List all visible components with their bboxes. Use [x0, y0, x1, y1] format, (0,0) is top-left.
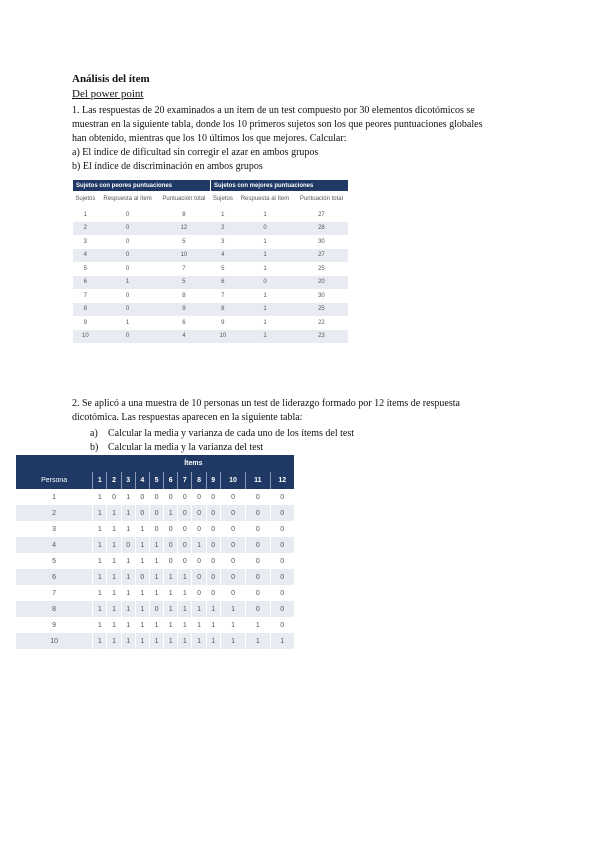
- table-cell: 1: [270, 633, 294, 649]
- table-row: [73, 262, 348, 276]
- table-cell: 1: [121, 553, 135, 569]
- table-cell: 0: [246, 537, 270, 553]
- table-cell: 0: [149, 521, 163, 537]
- question-1-line: han obtenido, mientras que los 10 últimos los que mejores. Calcular:: [72, 133, 347, 144]
- persona-cell: 7: [16, 585, 93, 601]
- table-cell: 8: [157, 289, 210, 303]
- table-cell: 1: [220, 633, 245, 649]
- column-header: Puntuación total: [295, 191, 348, 208]
- table-cell: 1: [93, 489, 107, 505]
- table-row: [16, 585, 294, 601]
- table-cell: 0: [246, 601, 270, 617]
- table-cell: 0: [178, 505, 192, 521]
- table-cell: 0: [270, 553, 294, 569]
- table-cell: 0: [164, 537, 178, 553]
- table-cell: 0: [246, 505, 270, 521]
- table-cell: 1: [121, 601, 135, 617]
- item-column-header: 4: [135, 472, 149, 489]
- table-cell: 1: [121, 569, 135, 585]
- table-cell: 1: [93, 569, 107, 585]
- table-cell: 1: [135, 537, 149, 553]
- table-cell: 9: [210, 316, 235, 330]
- table-row: [16, 553, 294, 569]
- persona-cell: 3: [16, 521, 93, 537]
- table-cell: 1: [121, 617, 135, 633]
- question-1-line: muestran en la siguiente tabla, donde los 10 primeros sujetos son los que peores puntuaciones globales: [72, 119, 483, 130]
- table-cell: 4: [73, 249, 98, 263]
- table-cell: 1: [93, 601, 107, 617]
- table-cell: 1: [107, 633, 121, 649]
- table-cell: 3: [210, 235, 235, 249]
- item-column-header: 8: [192, 472, 206, 489]
- table-cell: 0: [206, 505, 220, 521]
- table-cell: 1: [135, 617, 149, 633]
- table-cell: 1: [192, 537, 206, 553]
- table-cell: 0: [270, 569, 294, 585]
- table-row: [16, 521, 294, 537]
- table-cell: 1: [164, 585, 178, 601]
- table-cell: 23: [295, 330, 348, 344]
- table-cell: 8: [73, 303, 98, 317]
- item-column-header: 1: [93, 472, 107, 489]
- column-header: Puntuación total: [157, 191, 210, 208]
- table-row: [16, 537, 294, 553]
- item-column-header: 6: [164, 472, 178, 489]
- table-cell: 1: [164, 569, 178, 585]
- table-cell: 1: [192, 617, 206, 633]
- table-cell: 1: [235, 330, 295, 344]
- table-cell: 20: [295, 276, 348, 290]
- table-cell: 7: [73, 289, 98, 303]
- table-cell: 1: [107, 505, 121, 521]
- table-cell: 1: [93, 617, 107, 633]
- table-cell: 10: [157, 249, 210, 263]
- table-cell: 0: [270, 585, 294, 601]
- table-cell: 1: [178, 585, 192, 601]
- table-cell: 1: [164, 601, 178, 617]
- table-cell: 1: [73, 208, 98, 222]
- table-row: [73, 276, 348, 290]
- table-cell: 7: [157, 262, 210, 276]
- table-cell: 0: [98, 289, 158, 303]
- table-cell: 0: [246, 489, 270, 505]
- persona-cell: 10: [16, 633, 93, 649]
- persona-cell: 6: [16, 569, 93, 585]
- table-cell: 1: [121, 585, 135, 601]
- table-cell: 1: [93, 553, 107, 569]
- table-cell: 2: [210, 222, 235, 236]
- table-cell: 1: [98, 316, 158, 330]
- table-cell: 0: [220, 585, 245, 601]
- table-item-responses: [73, 180, 348, 343]
- table-cell: 1: [93, 633, 107, 649]
- table-cell: 0: [246, 553, 270, 569]
- table-cell: 27: [295, 208, 348, 222]
- table-cell: 1: [220, 617, 245, 633]
- question-1-part-b: b) El índice de discriminación en ambos grupos: [72, 161, 263, 172]
- persona-cell: 1: [16, 489, 93, 505]
- table-cell: 0: [98, 249, 158, 263]
- table-cell: 1: [192, 601, 206, 617]
- table-cell: 0: [98, 222, 158, 236]
- table-cell: 0: [98, 208, 158, 222]
- table-cell: 5: [157, 235, 210, 249]
- table-cell: 1: [121, 489, 135, 505]
- table-row: [73, 235, 348, 249]
- table-cell: 1: [135, 521, 149, 537]
- table-cell: 6: [73, 276, 98, 290]
- table-cell: 7: [210, 289, 235, 303]
- table-cell: 1: [164, 633, 178, 649]
- table-cell: 1: [149, 569, 163, 585]
- item-column-header: 10: [220, 472, 245, 489]
- table-cell: 1: [235, 208, 295, 222]
- table-cell: 9: [157, 303, 210, 317]
- table-cell: 0: [149, 505, 163, 521]
- question-1-part-a: a) El índice de dificultad sin corregir el azar en ambos grupos: [72, 147, 319, 158]
- persona-cell: 2: [16, 505, 93, 521]
- table-cell: 1: [206, 601, 220, 617]
- table-cell: 2: [73, 222, 98, 236]
- table-row: [73, 289, 348, 303]
- item-column-header: 12: [270, 472, 294, 489]
- table-cell: 0: [270, 521, 294, 537]
- table-cell: 1: [164, 505, 178, 521]
- table-cell: 1: [135, 633, 149, 649]
- table-cell: 0: [149, 601, 163, 617]
- table-cell: 3: [73, 235, 98, 249]
- item-column-header: 11: [246, 472, 270, 489]
- table-cell: 1: [246, 633, 270, 649]
- table-cell: 0: [178, 553, 192, 569]
- table-cell: 1: [107, 553, 121, 569]
- table-cell: 1: [93, 585, 107, 601]
- persona-cell: 8: [16, 601, 93, 617]
- table-cell: 0: [246, 521, 270, 537]
- table-cell: 1: [93, 505, 107, 521]
- table-row: [16, 505, 294, 521]
- table-cell: 0: [220, 537, 245, 553]
- table-cell: 1: [107, 601, 121, 617]
- table-cell: 0: [135, 569, 149, 585]
- table-cell: 0: [206, 585, 220, 601]
- table-cell: 1: [98, 276, 158, 290]
- question-2-list: [90, 427, 354, 455]
- list-item-text: Calcular la media y varianza de cada uno de los ítems del test: [108, 428, 355, 439]
- item-column-header: 3: [121, 472, 135, 489]
- table-row: [16, 633, 294, 649]
- item-column-header: 9: [206, 472, 220, 489]
- table-cell: 0: [270, 505, 294, 521]
- list-item: [90, 441, 354, 455]
- list-item-text: Calcular la media y la varianza del test: [108, 442, 264, 453]
- table-cell: 0: [246, 585, 270, 601]
- table-cell: 1: [121, 505, 135, 521]
- table-cell: 0: [220, 553, 245, 569]
- persona-cell: 5: [16, 553, 93, 569]
- table-cell: 1: [178, 601, 192, 617]
- table-cell: 1: [246, 617, 270, 633]
- table-cell: 1: [149, 617, 163, 633]
- list-item-label: a): [90, 428, 98, 439]
- table-row: [16, 569, 294, 585]
- table-cell: 0: [220, 521, 245, 537]
- table-cell: 30: [295, 235, 348, 249]
- table-cell: 0: [178, 521, 192, 537]
- table-cell: 0: [98, 262, 158, 276]
- table-cell: 0: [178, 537, 192, 553]
- table-cell: 1: [135, 601, 149, 617]
- table-cell: 1: [235, 262, 295, 276]
- table-cell: 1: [149, 553, 163, 569]
- table-cell: 0: [206, 553, 220, 569]
- table-cell: 0: [192, 505, 206, 521]
- table-cell: 1: [178, 569, 192, 585]
- table-cell: 0: [206, 569, 220, 585]
- table-cell: 0: [107, 489, 121, 505]
- column-header: Sujetos: [73, 191, 98, 208]
- table-cell: 1: [135, 585, 149, 601]
- table-cell: 1: [107, 569, 121, 585]
- table-cell: 0: [149, 489, 163, 505]
- table-cell: 4: [157, 330, 210, 344]
- question-2: [72, 397, 532, 425]
- table-cell: 1: [107, 521, 121, 537]
- table-cell: 0: [98, 303, 158, 317]
- question-1: [72, 104, 532, 174]
- table-cell: 0: [246, 569, 270, 585]
- table-cell: 0: [220, 505, 245, 521]
- table-cell: 1: [93, 537, 107, 553]
- table-cell: 0: [192, 489, 206, 505]
- column-header: Respuesta al ítem: [235, 191, 295, 208]
- table-cell: 22: [295, 316, 348, 330]
- table-cell: 1: [178, 617, 192, 633]
- document-subtitle: Del power point: [72, 88, 144, 100]
- table-cell: 1: [149, 585, 163, 601]
- question-2-line: dicotómica. Las respuestas aparecen en la siguiente tabla:: [72, 412, 303, 423]
- table-cell: 1: [235, 316, 295, 330]
- question-2-line: 2. Se aplicó a una muestra de 10 personas un test de liderazgo formado por 12 ítems de respuesta: [72, 398, 460, 409]
- table-cell: 0: [192, 553, 206, 569]
- table-cell: 0: [220, 569, 245, 585]
- table-cell: 0: [235, 222, 295, 236]
- table-cell: 0: [270, 537, 294, 553]
- table-cell: 6: [157, 316, 210, 330]
- table-cell: 1: [235, 235, 295, 249]
- table-row: [73, 303, 348, 317]
- table-cell: 0: [206, 489, 220, 505]
- table-cell: 0: [270, 601, 294, 617]
- table-cell: 0: [206, 537, 220, 553]
- table-cell: 4: [210, 249, 235, 263]
- table-cell: 1: [178, 633, 192, 649]
- table-cell: 12: [157, 222, 210, 236]
- table-cell: 0: [135, 505, 149, 521]
- table-cell: 1: [235, 289, 295, 303]
- table-cell: 1: [235, 249, 295, 263]
- table-cell: 10: [210, 330, 235, 344]
- table-row: [16, 489, 294, 505]
- table-cell: 1: [149, 633, 163, 649]
- table-cell: 1: [206, 633, 220, 649]
- persona-header: Persona: [16, 472, 93, 489]
- table-cell: 0: [270, 617, 294, 633]
- table-cell: 0: [192, 585, 206, 601]
- table-cell: 1: [206, 617, 220, 633]
- question-1-line: 1. Las respuestas de 20 examinados a un ítem de un test compuesto por 30 elementos dicotómicos se: [72, 105, 475, 116]
- table-row: [16, 617, 294, 633]
- table-cell: 1: [93, 521, 107, 537]
- table-row: [73, 316, 348, 330]
- table-row: [73, 208, 348, 222]
- column-header: Sujetos: [210, 191, 235, 208]
- table-cell: 8: [210, 303, 235, 317]
- table-cell: 27: [295, 249, 348, 263]
- table-cell: 5: [157, 276, 210, 290]
- table-cell: 0: [206, 521, 220, 537]
- list-item-label: b): [90, 442, 99, 453]
- table-cell: 0: [270, 489, 294, 505]
- table-cell: 5: [73, 262, 98, 276]
- table-cell: 30: [295, 289, 348, 303]
- document-title: Análisis del ítem: [72, 73, 150, 85]
- table-cell: 28: [295, 222, 348, 236]
- table-cell: 0: [164, 553, 178, 569]
- items-header: Ítems: [93, 455, 294, 472]
- table-cell: 1: [107, 537, 121, 553]
- table-cell: 0: [121, 537, 135, 553]
- table-cell: 1: [220, 601, 245, 617]
- table-cell: 1: [121, 521, 135, 537]
- table-cell: 10: [73, 330, 98, 344]
- table-cell: 5: [210, 262, 235, 276]
- table-row: [16, 601, 294, 617]
- table-leadership-test: [16, 455, 294, 649]
- table-cell: 1: [164, 617, 178, 633]
- table-cell: 9: [73, 316, 98, 330]
- persona-cell: 9: [16, 617, 93, 633]
- column-header: Respuesta al ítem: [98, 191, 158, 208]
- table-cell: 1: [121, 633, 135, 649]
- table-row: [73, 222, 348, 236]
- table-cell: 0: [220, 489, 245, 505]
- group-header-low: Sujetos con peores puntuaciones: [73, 180, 210, 191]
- table-cell: 0: [135, 489, 149, 505]
- table-cell: 1: [192, 633, 206, 649]
- table-row: [73, 249, 348, 263]
- table-cell: 0: [164, 489, 178, 505]
- item-column-header: 2: [107, 472, 121, 489]
- table-cell: 6: [210, 276, 235, 290]
- table-cell: 0: [98, 330, 158, 344]
- table-cell: 0: [178, 489, 192, 505]
- table-cell: 0: [192, 521, 206, 537]
- table-cell: 0: [164, 521, 178, 537]
- corner-cell: [16, 455, 93, 472]
- item-column-header: 5: [149, 472, 163, 489]
- table-cell: 1: [210, 208, 235, 222]
- persona-cell: 4: [16, 537, 93, 553]
- table-cell: 0: [235, 276, 295, 290]
- table-cell: 25: [295, 262, 348, 276]
- table-cell: 1: [135, 553, 149, 569]
- table-cell: 0: [192, 569, 206, 585]
- table-cell: 1: [235, 303, 295, 317]
- item-column-header: 7: [178, 472, 192, 489]
- group-header-high: Sujetos con mejores puntuaciones: [210, 180, 348, 191]
- table-cell: 1: [107, 585, 121, 601]
- table-cell: 1: [149, 537, 163, 553]
- table-cell: 25: [295, 303, 348, 317]
- table-cell: 1: [107, 617, 121, 633]
- table-cell: 8: [157, 208, 210, 222]
- table-row: [73, 330, 348, 344]
- table-cell: 0: [98, 235, 158, 249]
- list-item: [90, 427, 354, 441]
